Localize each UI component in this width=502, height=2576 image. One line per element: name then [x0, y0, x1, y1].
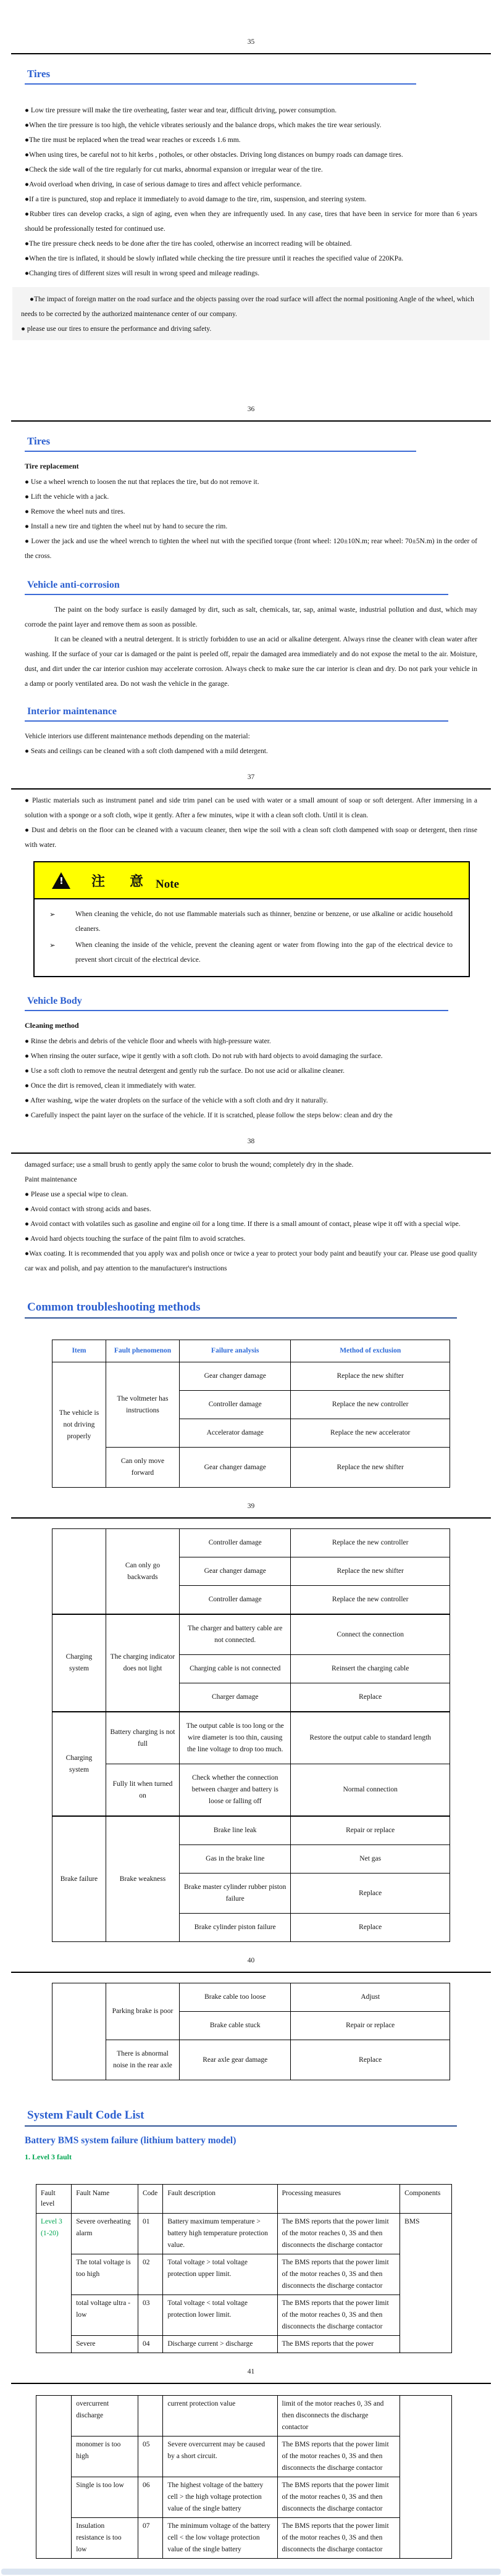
description-cell: Battery maximum temperature > battery high temperature protection value. [163, 2214, 277, 2254]
level3-fault-label: 1. Level 3 fault [25, 2153, 72, 2161]
measures-cell: The BMS reports that the power limit of the motor reaches 0, 3S and then disconnects the discharge contactor [277, 2518, 400, 2559]
method-cell: Normal connection [291, 1764, 450, 1817]
method-cell: Replace [291, 1874, 450, 1914]
table-row [52, 1712, 450, 1764]
troubleshooting-table-1 [52, 1340, 450, 1488]
column-header: Failure analysis [180, 1340, 291, 1362]
bullet-paragraph: ● Avoid contact with strong acids and bases. [25, 1206, 151, 1213]
subsection-title: Tire replacement [25, 462, 79, 470]
method-cell: Replace [291, 1683, 450, 1712]
note-header [35, 862, 469, 899]
measures-cell: The BMS reports that the power limit of the motor reaches 0, 3S and then disconnects the discharge contactor [277, 2254, 400, 2295]
bullet-paragraph: ● Once the dirt is removed, clean it immediately with water. [25, 1082, 196, 1090]
column-header: Method of exclusion [291, 1340, 450, 1362]
fault-level-cell [36, 2214, 72, 2353]
bullet-paragraph: ●Avoid overload when driving, in case of serious damage to tires and affect vehicle performance. [25, 181, 302, 188]
method-cell: Adjust [291, 1983, 450, 2012]
analysis-cell: Accelerator damage [180, 1419, 291, 1448]
bullet-paragraph: ●Changing tires of different sizes will result in wrong speed and mileage readings. [25, 270, 260, 277]
troubleshooting-table-3 [52, 1983, 450, 2080]
method-cell: Replace the new shifter [291, 1448, 450, 1488]
item-cell [52, 1529, 106, 1615]
measures-cell: The BMS reports that the power [277, 2336, 400, 2353]
page-number: 36 [247, 406, 255, 413]
method-cell: Replace the new shifter [291, 1557, 450, 1586]
phenomenon-cell: Brake weakness [106, 1816, 179, 1942]
analysis-cell: The output cable is too long or the wire diameter is too thin, causing the line voltage to drop too much. [180, 1712, 291, 1764]
page-break-line [11, 1153, 491, 1154]
bullet-paragraph: ●When the tire pressure is too high, the vehicle vibrates seriously and the balance drops, which makes the tire wear seriously. [25, 122, 382, 129]
arrow-bullet-icon: ➢ [49, 941, 56, 949]
phenomenon-cell: Parking brake is poor [106, 1983, 179, 2040]
bullet-paragraph: ● Avoid contact with volatiles such as gasoline and engine oil for a long time. If there is a small amount of contact, please wipe it off with a special wipe. [25, 1220, 461, 1228]
table-row [36, 2295, 452, 2336]
method-cell: Net gas [291, 1845, 450, 1874]
components-cell: BMS [400, 2214, 452, 2353]
table-row [36, 2396, 452, 2436]
page-break-line [11, 420, 491, 422]
table-row [36, 2214, 452, 2254]
code-cell: 04 [138, 2336, 162, 2353]
fault-name-cell: Severe [72, 2336, 138, 2353]
tire-notice-block [12, 287, 490, 340]
note-title: Note [156, 878, 180, 891]
bullet-paragraph: ● please use our tires to ensure the performance and driving safety. [21, 325, 212, 333]
method-cell: Reinsert the charging cable [291, 1655, 450, 1683]
page-number: 38 [247, 1138, 255, 1145]
phenomenon-cell: The voltmeter has instructions [106, 1362, 179, 1448]
table-row [52, 2040, 450, 2080]
method-cell: Replace the new controller [291, 1529, 450, 1557]
measures-cell: The BMS reports that the power limit of the motor reaches 0, 3S and then disconnects the discharge contactor [277, 2436, 400, 2477]
components-cell [400, 2396, 452, 2559]
method-cell: Replace the new accelerator [291, 1419, 450, 1448]
analysis-cell: Controller damage [180, 1391, 291, 1419]
analysis-cell: Brake cable stuck [180, 2012, 291, 2040]
paragraph: Vehicle interiors use different maintenance methods depending on the material: [25, 733, 250, 740]
analysis-cell: Gear changer damage [180, 1448, 291, 1488]
phenomenon-cell: Fully lit when turned on [106, 1764, 179, 1817]
table-header-row [36, 2185, 452, 2214]
bullet-paragraph: ● Please use a special wipe to clean. [25, 1191, 128, 1198]
page-37 [0, 759, 502, 1123]
analysis-cell: Brake line leak [180, 1816, 291, 1845]
note-text: When cleaning the inside of the vehicle, prevent the cleaning agent or water from flowing into the gap of the electrical device to prevent short circuit of the electrical device. [75, 941, 453, 964]
table-row [52, 1816, 450, 1845]
phenomenon-cell: The charging indicator does not light [106, 1614, 179, 1712]
analysis-cell: Gas in the brake line [180, 1845, 291, 1874]
page-break-line [11, 53, 491, 54]
page-break-line [11, 2383, 491, 2384]
analysis-cell: Rear axle gear damage [180, 2040, 291, 2080]
item-cell: Charging system [52, 1614, 106, 1712]
page-number: 35 [247, 38, 255, 46]
spacer [25, 1321, 477, 1333]
section-heading-tires: Tires [25, 435, 416, 452]
section-heading-tires: Tires [25, 68, 416, 85]
description-cell: Discharge current > discharge [163, 2336, 277, 2353]
page-number: 41 [247, 2368, 255, 2375]
bullet-paragraph: ● Seats and ceilings can be cleaned with a soft cloth dampened with a mild detergent. [25, 748, 268, 755]
bullet-paragraph: ● Lift the vehicle with a jack. [25, 493, 109, 501]
code-cell: 01 [138, 2214, 162, 2254]
analysis-cell: Gear changer damage [180, 1557, 291, 1586]
note-text: When cleaning the vehicle, do not use flammable materials such as thinner, benzine or benzene, or use alkaline or acidic household cleaners. [75, 911, 453, 933]
phenomenon-cell: Can only move forward [106, 1448, 179, 1488]
bullet-paragraph: ●When the tire is inflated, it should be slowly inflated while checking the tire pressure until it reaches the specified value of 220KPa. [25, 255, 404, 262]
item-cell: Brake failure [52, 1816, 106, 1942]
item-cell: Charging system [52, 1712, 106, 1816]
column-header: Code [138, 2185, 162, 2214]
fault-level-cell [36, 2396, 72, 2559]
measures-cell: The BMS reports that the power limit of the motor reaches 0, 3S and then disconnects the discharge contactor [277, 2214, 400, 2254]
column-header: Components [400, 2185, 452, 2214]
section-heading-troubleshooting: Common troubleshooting methods [25, 1301, 457, 1319]
section-heading-vehicle-body: Vehicle Body [25, 996, 448, 1011]
bullet-paragraph: ●The tire must be replaced when the tread wear reaches or exceeds 1.6 mm. [25, 136, 241, 144]
bullet-paragraph: ● Lower the jack and use the wheel wrench to tighten the wheel nut with the specified torque (front wheel: 120±10N.m; rear wheel: 70±5N.m) in the order of the cross. [25, 538, 477, 560]
measures-cell: The BMS reports that the power limit of the motor reaches 0, 3S and then disconnects the discharge contactor [277, 2295, 400, 2336]
analysis-cell: Brake cable too loose [180, 1983, 291, 2012]
fault-name-cell: Single is too low [72, 2477, 138, 2518]
column-header: Fault Name [72, 2185, 138, 2214]
bullet-paragraph: ●When using tires, be careful not to hit kerbs , potholes, or other obstacles. Driving long distances on bumpy roads can damage tires. [25, 151, 403, 159]
fault-level: Level 3 [41, 2218, 62, 2225]
note-title-zh: 意 [130, 873, 145, 889]
fault-code-table-2 [36, 2395, 452, 2559]
subsection-heading-bms: Battery BMS system failure (lithium battery model) [25, 2135, 236, 2146]
page-35 [0, 0, 502, 391]
bullet-paragraph: ●Wax coating. It is recommended that you apply wax and polish once or twice a year to protect your body paint and beautify your car. Please use good quality car wax and polish, and pay attention to the manufacturer's instructions [25, 1250, 477, 1272]
column-header: Fault level [36, 2185, 72, 2214]
method-cell: Repair or replace [291, 1816, 450, 1845]
code-cell: 05 [138, 2436, 162, 2477]
fault-name-cell: monomer is too high [72, 2436, 138, 2477]
section-heading-fault-codes: System Fault Code List [25, 2109, 457, 2127]
paragraph: damaged surface; use a small brush to gently apply the same color to brush the wound; completely dry in the shade. [25, 1161, 354, 1169]
fault-name-cell: Severe overheating alarm [72, 2214, 138, 2254]
description-cell: The minimum voltage of the battery cell < the low voltage protection value of the single battery [163, 2518, 277, 2559]
phenomenon-cell: Can only go backwards [106, 1529, 179, 1615]
phenomenon-cell: There is abnormal noise in the rear axle [106, 2040, 179, 2080]
paragraph: It can be cleaned with a neutral detergent. It is strictly forbidden to use an acid or alkaline detergent. Always rinse the cleaner with clean water after washing. If the surface of your car is damaged or the paint is peeled off, repair the damaged area immediately and do not expose the metal to the air. Moisture, dust, and dirt under the car interior cushion may accelerate corrosion. Always check to make sure the car interior is clean and dry. Do not park your vehicle in a damp or poorly ventilated area. Do not wash the vehicle in the garage. [25, 636, 477, 688]
fault-range: (1-20) [41, 2230, 59, 2237]
fault-name-cell: overcurrent discharge [72, 2396, 138, 2436]
section-heading-interior: Interior maintenance [25, 706, 448, 722]
method-cell: Replace [291, 1914, 450, 1942]
table-row [36, 2518, 452, 2559]
spacer [25, 2173, 477, 2178]
column-header: Fault description [163, 2185, 277, 2214]
table-row [52, 1983, 450, 2012]
analysis-cell: Gear changer damage [180, 1362, 291, 1391]
code-cell: 03 [138, 2295, 162, 2336]
table-row [36, 2477, 452, 2518]
page-41 [0, 2353, 502, 2575]
bullet-paragraph: ● Use a soft cloth to remove the neutral detergent and gently rub the surface. Do not use acid or alkaline cleaner. [25, 1067, 345, 1075]
fault-code-table-1 [36, 2184, 452, 2353]
table-row [36, 2436, 452, 2477]
fault-name-cell: The total voltage is too high [72, 2254, 138, 2295]
table-header-row [52, 1340, 450, 1362]
section-heading-anticorrosion: Vehicle anti-corrosion [25, 580, 448, 595]
bullet-paragraph: ● Low tire pressure will make the tire overheating, faster wear and tear, difficult driving, power consumption. [25, 107, 337, 114]
method-cell: Replace the new shifter [291, 1362, 450, 1391]
column-header: Item [52, 1340, 106, 1362]
analysis-cell: Brake cylinder piston failure [180, 1914, 291, 1942]
code-cell: 06 [138, 2477, 162, 2518]
horizontal-scrollbar[interactable] [1, 2569, 501, 2575]
paragraph: Paint maintenance [25, 1176, 77, 1183]
note-item [46, 938, 453, 967]
column-header: Fault phenomenon [106, 1340, 179, 1362]
bullet-paragraph: ● Rinse the debris and debris of the vehicle floor and wheels with high-pressure water. [25, 1038, 271, 1045]
note-item [46, 907, 453, 936]
bullet-paragraph: ● Remove the wheel nuts and tires. [25, 508, 125, 515]
page-36 [0, 391, 502, 759]
page-38 [0, 1123, 502, 1488]
method-cell: Replace the new controller [291, 1586, 450, 1615]
page-break-line [11, 1517, 491, 1519]
page-break-line [11, 788, 491, 790]
paragraph: The paint on the body surface is easily damaged by dirt, such as salt, chemicals, tar, sap, animal waste, industrial pollution and dust, which may corrode the paint layer and remove them as soon as possible. [25, 606, 477, 628]
note-box [33, 861, 470, 977]
analysis-cell: Charging cable is not connected [180, 1655, 291, 1683]
method-cell: Repair or replace [291, 2012, 450, 2040]
measures-cell: The BMS reports that the power limit of the motor reaches 0, 3S and then disconnects the discharge contactor [277, 2477, 400, 2518]
fault-name-cell: Insulation resistance is too low [72, 2518, 138, 2559]
page-break-line [11, 1972, 491, 1973]
bullet-paragraph: ●The impact of foreign matter on the road surface and the objects passing over the road surface will affect the normal positioning Angle of the wheel, which needs to be corrected by the authorized maintenance center of our company. [21, 296, 474, 318]
table-row [52, 1614, 450, 1655]
bullet-paragraph: ●Rubber tires can develop cracks, a sign of aging, even when they are infrequently used. In any case, tires that have been in service for more than 6 years should be professionally tested for continued use. [25, 210, 477, 233]
description-cell: Total voltage < total voltage protection lower limit. [163, 2295, 277, 2336]
table-row [36, 2336, 452, 2353]
analysis-cell: The charger and battery cable are not connected. [180, 1614, 291, 1655]
bullet-paragraph: ● When rinsing the outer surface, wipe it gently with a soft cloth. Do not rub with hard objects to avoid damaging the surface. [25, 1052, 383, 1060]
table-row [36, 2254, 452, 2295]
arrow-bullet-icon: ➢ [49, 910, 56, 919]
subsection-title: Cleaning method [25, 1021, 79, 1030]
bullet-paragraph: ● Plastic materials such as instrument panel and side trim panel can be used with water or a small amount of soap or soft detergent. After immersing in a solution with a sponge or a soft cloth, wipe it gently. After a few minutes, wipe it with a clean soft cloth. Until it is clean. [25, 797, 477, 819]
code-cell: 07 [138, 2518, 162, 2559]
page-40 [0, 1942, 502, 2353]
bullet-paragraph: ● Install a new tire and tighten the wheel nut by hand to secure the rim. [25, 523, 228, 530]
measures-cell: limit of the motor reaches 0, 3S and then disconnects the discharge contactor [277, 2396, 400, 2436]
analysis-cell: Controller damage [180, 1586, 291, 1615]
column-header: Processing measures [277, 2185, 400, 2214]
page-39 [0, 1488, 502, 1942]
fault-name-cell: total voltage ultra -low [72, 2295, 138, 2336]
page-number: 37 [247, 773, 255, 781]
bullet-paragraph: ● Carefully inspect the paint layer on the surface of the vehicle. If it is scratched, please follow the steps below: clean and dry the [25, 1112, 393, 1119]
analysis-cell: Check whether the connection between charger and battery is loose or falling off [180, 1764, 291, 1817]
warning-icon: ! [52, 872, 70, 889]
method-cell: Replace the new controller [291, 1391, 450, 1419]
table-row [52, 1764, 450, 1817]
description-cell: Severe overcurrent may be caused by a short circuit. [163, 2436, 277, 2477]
method-cell: Restore the output cable to standard length [291, 1712, 450, 1764]
method-cell: Connect the connection [291, 1614, 450, 1655]
description-cell: The highest voltage of the battery cell > the high voltage protection value of the single battery [163, 2477, 277, 2518]
item-cell [52, 1983, 106, 2080]
page-number: 39 [247, 1503, 255, 1510]
bullet-paragraph: ●The tire pressure check needs to be done after the tire has cooled, otherwise an incorrect reading will be obtained. [25, 240, 352, 248]
phenomenon-cell: Battery charging is not full [106, 1712, 179, 1764]
code-cell: 02 [138, 2254, 162, 2295]
bullet-paragraph: ● After washing, wipe the water droplets on the surface of the vehicle with a soft cloth and dry it naturally. [25, 1097, 328, 1104]
method-cell: Replace [291, 2040, 450, 2080]
analysis-cell: Charger damage [180, 1683, 291, 1712]
analysis-cell: Brake master cylinder rubber piston failure [180, 1874, 291, 1914]
table-row [52, 1529, 450, 1557]
item-cell: The vehicle is not driving properly [52, 1362, 106, 1488]
note-body [35, 899, 469, 976]
analysis-cell: Controller damage [180, 1529, 291, 1557]
description-cell: current protection value [163, 2396, 277, 2436]
description-cell: Total voltage > total voltage protection upper limit. [163, 2254, 277, 2295]
bullet-paragraph: ●Check the side wall of the tire regularly for cut marks, abnormal expansion or irregular wear of the tire. [25, 166, 323, 173]
table-row [52, 1448, 450, 1488]
table-row [52, 1362, 450, 1391]
troubleshooting-table-2 [52, 1528, 450, 1942]
spacer [25, 87, 477, 96]
note-title-zh: 注 [91, 873, 107, 889]
bullet-paragraph: ● Use a wheel wrench to loosen the nut that replaces the tire, but do not remove it. [25, 478, 259, 486]
code-cell [138, 2396, 162, 2436]
bullet-paragraph: ● Dust and debris on the floor can be cleaned with a vacuum cleaner, then wipe the soil with a clean soft cloth dampened with soap or detergent, then rinse with water. [25, 827, 477, 849]
bullet-paragraph: ● Avoid hard objects touching the surface of the paint film to avoid scratches. [25, 1235, 246, 1243]
page-number: 40 [247, 1957, 255, 1964]
bullet-paragraph: ●If a tire is punctured, stop and replace it immediately to avoid damage to the tire, rim, suspension, and steering system. [25, 196, 367, 203]
